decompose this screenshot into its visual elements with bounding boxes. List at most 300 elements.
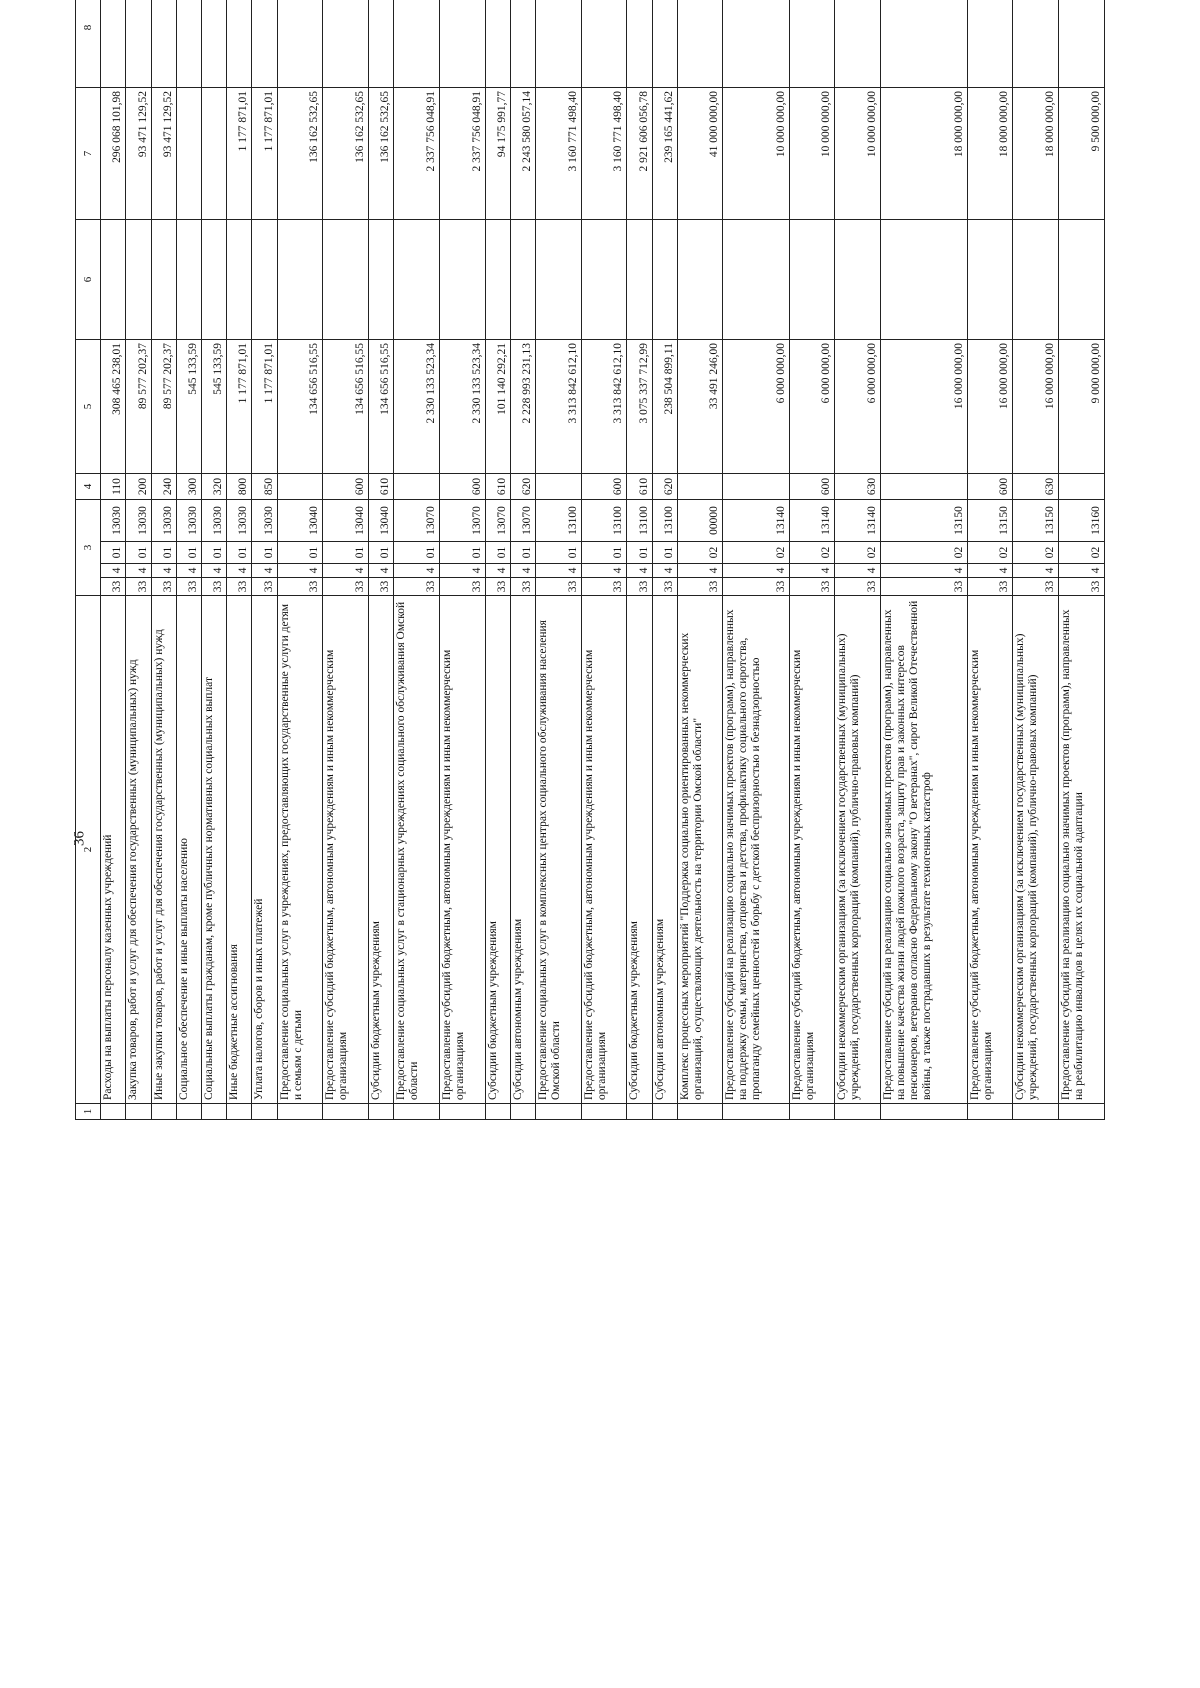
cell-c3: 01 [101, 542, 126, 564]
cell-c3: 01 [252, 542, 277, 564]
cell-c4: 13030 [176, 500, 201, 542]
cell-name: Социальное обеспечение и иные выплаты населению [176, 596, 201, 1104]
cell-c1: 33 [510, 578, 535, 596]
cell-c1: 33 [581, 578, 627, 596]
cell-c1: 33 [323, 578, 369, 596]
cell-v7 [176, 88, 201, 220]
cell-empty [202, 1104, 227, 1120]
cell-v7: 136 162 532,65 [369, 88, 394, 220]
cell-empty [277, 0, 323, 88]
cell-v5: 2 330 133 523,34 [439, 340, 485, 474]
cell-c3: 01 [323, 542, 369, 564]
cell-v5: 3 075 337 712,99 [627, 340, 652, 474]
cell-name: Иные закупки товаров, работ и услуг для обеспечения государственных (муниципальных) нужд [151, 596, 176, 1104]
col-header: 3 [76, 500, 101, 596]
cell-empty [881, 220, 968, 340]
cell-c3: 02 [835, 542, 881, 564]
cell-c1: 33 [967, 578, 1013, 596]
cell-name: Социальные выплаты гражданам, кроме публичных нормативных социальных выплат [202, 596, 227, 1104]
cell-v7: 2 337 756 048,91 [439, 88, 485, 220]
cell-kvr [1059, 474, 1105, 500]
cell-c4: 13140 [723, 500, 789, 542]
cell-empty [881, 0, 968, 88]
cell-c3: 01 [277, 542, 323, 564]
cell-c3: 02 [723, 542, 789, 564]
cell-name: Предоставление субсидий бюджетным, автономным учреждениям и иным некоммерческим организациям [439, 596, 485, 1104]
cell-c2: 4 [881, 564, 968, 578]
table-row [176, 0, 201, 1120]
cell-empty [176, 1104, 201, 1120]
cell-empty [967, 0, 1013, 88]
budget-table [75, 0, 1105, 1120]
cell-c4: 13070 [439, 500, 485, 542]
cell-kvr [677, 474, 723, 500]
table-row [535, 0, 581, 1120]
cell-empty [723, 0, 789, 88]
cell-c2: 4 [485, 564, 510, 578]
table-row [1059, 0, 1105, 1120]
cell-empty [581, 220, 627, 340]
cell-empty [652, 220, 677, 340]
cell-kvr: 300 [176, 474, 201, 500]
cell-name: Иные бюджетные ассигнования [227, 596, 252, 1104]
cell-empty [439, 220, 485, 340]
cell-c3: 01 [652, 542, 677, 564]
cell-v5: 134 656 516,55 [277, 340, 323, 474]
cell-empty [1013, 220, 1059, 340]
cell-kvr: 800 [227, 474, 252, 500]
table-row [369, 0, 394, 1120]
cell-name: Предоставление социальных услуг в стационарных учреждениях социального обслуживания Омской области [394, 596, 440, 1104]
table-row [627, 0, 652, 1120]
cell-name: Субсидии автономным учреждениям [510, 596, 535, 1104]
cell-v5: 238 504 899,11 [652, 340, 677, 474]
cell-empty [151, 220, 176, 340]
cell-kvr: 600 [967, 474, 1013, 500]
cell-c2: 4 [369, 564, 394, 578]
cell-empty [789, 0, 835, 88]
cell-v7: 41 000 000,00 [677, 88, 723, 220]
cell-c2: 4 [394, 564, 440, 578]
cell-v7: 136 162 532,65 [323, 88, 369, 220]
cell-empty [176, 0, 201, 88]
cell-v7: 239 165 441,62 [652, 88, 677, 220]
cell-name: Предоставление субсидий бюджетным, автономным учреждениям и иным некоммерческим организациям [581, 596, 627, 1104]
cell-v5: 6 000 000,00 [835, 340, 881, 474]
cell-v5: 3 313 842 612,10 [581, 340, 627, 474]
cell-v5: 9 000 000,00 [1059, 340, 1105, 474]
cell-empty [227, 1104, 252, 1120]
cell-c1: 33 [394, 578, 440, 596]
cell-kvr: 610 [485, 474, 510, 500]
cell-c3: 02 [881, 542, 968, 564]
cell-name: Уплата налогов, сборов и иных платежей [252, 596, 277, 1104]
cell-name: Закупка товаров, работ и услуг для обеспечения государственных (муниципальных) нужд [126, 596, 151, 1104]
table-row [677, 0, 723, 1120]
cell-c3: 02 [967, 542, 1013, 564]
cell-v7: 3 160 771 498,40 [581, 88, 627, 220]
cell-c1: 33 [485, 578, 510, 596]
cell-empty [227, 0, 252, 88]
cell-kvr [723, 474, 789, 500]
cell-c3: 01 [227, 542, 252, 564]
cell-c4: 13140 [789, 500, 835, 542]
cell-c3: 02 [677, 542, 723, 564]
cell-name: Предоставление социальных услуг в комплексных центрах социального обслуживания населения Омской области [535, 596, 581, 1104]
cell-v5: 89 577 202,37 [151, 340, 176, 474]
cell-name: Расходы на выплаты персоналу казенных учреждений [101, 596, 126, 1104]
cell-empty [394, 220, 440, 340]
col-header: 7 [76, 88, 101, 220]
cell-name: Предоставление субсидий на реализацию социально значимых проектов (программ), направленных на повышение качества жизни людей пожилого возраста, защиту прав и законных интересов пенсионеров, ветеранов согласно Федеральному закону "О ветеранах", сирот Великой Отечественной войны, а также пострадавших в результате техногенных катастроф [881, 596, 968, 1104]
cell-c1: 33 [677, 578, 723, 596]
table-row [151, 0, 176, 1120]
cell-empty [369, 0, 394, 88]
cell-name: Субсидии бюджетным учреждениям [369, 596, 394, 1104]
cell-c1: 33 [252, 578, 277, 596]
cell-kvr: 630 [1013, 474, 1059, 500]
cell-v7: 2 337 756 048,91 [394, 88, 440, 220]
cell-c2: 4 [967, 564, 1013, 578]
cell-c4: 13100 [627, 500, 652, 542]
cell-empty [652, 0, 677, 88]
cell-v5: 3 313 842 612,10 [535, 340, 581, 474]
cell-c2: 4 [510, 564, 535, 578]
cell-c1: 33 [881, 578, 968, 596]
cell-c4: 13040 [369, 500, 394, 542]
cell-c1: 33 [101, 578, 126, 596]
cell-empty [627, 220, 652, 340]
cell-c2: 4 [252, 564, 277, 578]
cell-c2: 4 [439, 564, 485, 578]
cell-v5: 2 330 133 523,34 [394, 340, 440, 474]
cell-v7: 9 500 000,00 [1059, 88, 1105, 220]
cell-c2: 4 [581, 564, 627, 578]
cell-empty [439, 0, 485, 88]
cell-c4: 13040 [323, 500, 369, 542]
cell-empty [202, 0, 227, 88]
cell-c4: 13030 [151, 500, 176, 542]
cell-v7: 10 000 000,00 [789, 88, 835, 220]
cell-empty [510, 1104, 535, 1120]
cell-empty [394, 0, 440, 88]
cell-c2: 4 [789, 564, 835, 578]
cell-c3: 01 [439, 542, 485, 564]
cell-empty [1013, 1104, 1059, 1120]
cell-empty [627, 1104, 652, 1120]
cell-c3: 02 [789, 542, 835, 564]
cell-name: Предоставление субсидий на реализацию социально значимых проектов (программ), направленных на поддержку семьи, материнства, отцовства и детства, профилактику социального сиротства, пропаганду семейных ценностей и борьбу с детской беспризорностью и безнадзорностью [723, 596, 789, 1104]
cell-v7: 94 175 991,77 [485, 88, 510, 220]
cell-c2: 4 [126, 564, 151, 578]
cell-empty [277, 220, 323, 340]
cell-c1: 33 [652, 578, 677, 596]
cell-empty [277, 1104, 323, 1120]
cell-c4: 13030 [227, 500, 252, 542]
cell-kvr: 610 [369, 474, 394, 500]
cell-c2: 4 [723, 564, 789, 578]
cell-empty [323, 1104, 369, 1120]
cell-c4: 13160 [1059, 500, 1105, 542]
cell-empty [227, 220, 252, 340]
cell-empty [581, 1104, 627, 1120]
cell-v5: 1 177 871,01 [227, 340, 252, 474]
cell-c2: 4 [627, 564, 652, 578]
cell-c1: 33 [1013, 578, 1059, 596]
cell-c3: 01 [535, 542, 581, 564]
table-row [227, 0, 252, 1120]
cell-empty [835, 220, 881, 340]
cell-c1: 33 [535, 578, 581, 596]
cell-c1: 33 [151, 578, 176, 596]
cell-kvr [394, 474, 440, 500]
cell-c1: 33 [369, 578, 394, 596]
page-number: 36 [71, 831, 88, 846]
cell-empty [510, 220, 535, 340]
cell-empty [789, 1104, 835, 1120]
cell-empty [835, 1104, 881, 1120]
cell-v7: 93 471 129,52 [151, 88, 176, 220]
cell-v7: 3 160 771 498,40 [535, 88, 581, 220]
cell-empty [151, 1104, 176, 1120]
table-row [835, 0, 881, 1120]
cell-c3: 01 [176, 542, 201, 564]
cell-c4: 00000 [677, 500, 723, 542]
cell-kvr: 240 [151, 474, 176, 500]
cell-v5: 134 656 516,55 [323, 340, 369, 474]
cell-empty [535, 0, 581, 88]
cell-c4: 13040 [277, 500, 323, 542]
table-row [881, 0, 968, 1120]
cell-empty [627, 0, 652, 88]
cell-empty [369, 220, 394, 340]
cell-name: Предоставление субсидий бюджетным, автономным учреждениям и иным некоммерческим организациям [789, 596, 835, 1104]
cell-kvr: 620 [510, 474, 535, 500]
cell-kvr [881, 474, 968, 500]
cell-empty [101, 220, 126, 340]
cell-c4: 13100 [652, 500, 677, 542]
cell-c1: 33 [277, 578, 323, 596]
cell-kvr: 110 [101, 474, 126, 500]
cell-c4: 13140 [835, 500, 881, 542]
cell-name: Субсидии некоммерческим организациям (за исключением государственных (муниципальных) учреждений, государственных корпораций (компаний), публично-правовых компаний) [1013, 596, 1059, 1104]
cell-c3: 01 [369, 542, 394, 564]
cell-kvr [277, 474, 323, 500]
table-row [277, 0, 323, 1120]
cell-empty [1059, 1104, 1105, 1120]
cell-empty [252, 220, 277, 340]
table-row [789, 0, 835, 1120]
cell-kvr [535, 474, 581, 500]
cell-empty [126, 1104, 151, 1120]
column-number-row [76, 0, 101, 1120]
cell-empty [535, 220, 581, 340]
table-row [101, 0, 126, 1120]
cell-empty [1013, 0, 1059, 88]
cell-c1: 33 [176, 578, 201, 596]
table-row [394, 0, 440, 1120]
cell-empty [723, 1104, 789, 1120]
cell-v5: 33 491 246,00 [677, 340, 723, 474]
col-header: 4 [76, 474, 101, 500]
cell-c2: 4 [202, 564, 227, 578]
cell-c1: 33 [627, 578, 652, 596]
cell-c1: 33 [126, 578, 151, 596]
cell-kvr: 630 [835, 474, 881, 500]
table-row [252, 0, 277, 1120]
cell-empty [485, 220, 510, 340]
cell-empty [485, 0, 510, 88]
cell-c2: 4 [277, 564, 323, 578]
rotated-page [75, 0, 1105, 1120]
cell-v5: 6 000 000,00 [723, 340, 789, 474]
cell-empty [439, 1104, 485, 1120]
cell-v5: 545 133,59 [202, 340, 227, 474]
cell-empty [535, 1104, 581, 1120]
cell-c2: 4 [227, 564, 252, 578]
cell-v5: 16 000 000,00 [881, 340, 968, 474]
cell-v7: 93 471 129,52 [126, 88, 151, 220]
col-header: 8 [76, 0, 101, 88]
cell-empty [394, 1104, 440, 1120]
cell-v7: 18 000 000,00 [881, 88, 968, 220]
cell-c1: 33 [202, 578, 227, 596]
cell-c3: 01 [485, 542, 510, 564]
cell-c2: 4 [101, 564, 126, 578]
cell-kvr: 600 [789, 474, 835, 500]
cell-empty [789, 220, 835, 340]
cell-c4: 13030 [101, 500, 126, 542]
cell-empty [252, 1104, 277, 1120]
cell-empty [151, 0, 176, 88]
table-row [510, 0, 535, 1120]
cell-empty [677, 220, 723, 340]
cell-kvr: 200 [126, 474, 151, 500]
col-header: 5 [76, 340, 101, 474]
cell-v7 [202, 88, 227, 220]
cell-empty [510, 0, 535, 88]
cell-c1: 33 [723, 578, 789, 596]
cell-empty [881, 1104, 968, 1120]
table-row [652, 0, 677, 1120]
cell-c4: 13070 [485, 500, 510, 542]
cell-name: Субсидии бюджетным учреждениям [485, 596, 510, 1104]
cell-empty [369, 1104, 394, 1120]
cell-c2: 4 [535, 564, 581, 578]
cell-empty [723, 220, 789, 340]
cell-c4: 13030 [252, 500, 277, 542]
cell-c4: 13150 [967, 500, 1013, 542]
cell-c3: 01 [627, 542, 652, 564]
cell-empty [652, 1104, 677, 1120]
cell-kvr: 600 [581, 474, 627, 500]
table-row [1013, 0, 1059, 1120]
cell-c1: 33 [835, 578, 881, 596]
cell-v5: 545 133,59 [176, 340, 201, 474]
cell-c3: 01 [202, 542, 227, 564]
cell-v7: 2 921 606 056,78 [627, 88, 652, 220]
cell-c2: 4 [835, 564, 881, 578]
cell-c3: 01 [510, 542, 535, 564]
cell-name: Предоставление субсидий бюджетным, автономным учреждениям и иным некоммерческим организациям [967, 596, 1013, 1104]
cell-c4: 13070 [510, 500, 535, 542]
cell-c4: 13100 [581, 500, 627, 542]
cell-empty [1059, 220, 1105, 340]
cell-c1: 33 [789, 578, 835, 596]
cell-empty [677, 1104, 723, 1120]
cell-c4: 13100 [535, 500, 581, 542]
table-row [723, 0, 789, 1120]
table-row [581, 0, 627, 1120]
col-header: 6 [76, 220, 101, 340]
cell-c3: 01 [394, 542, 440, 564]
cell-v7: 10 000 000,00 [835, 88, 881, 220]
table-row [202, 0, 227, 1120]
cell-v5: 134 656 516,55 [369, 340, 394, 474]
cell-c1: 33 [1059, 578, 1105, 596]
cell-c2: 4 [1013, 564, 1059, 578]
cell-v7: 136 162 532,65 [277, 88, 323, 220]
cell-c2: 4 [652, 564, 677, 578]
cell-c2: 4 [323, 564, 369, 578]
table-row [323, 0, 369, 1120]
cell-name: Предоставление субсидий на реализацию социально значимых проектов (программ), направленных на реабилитацию инвалидов в целях их социальной адаптации [1059, 596, 1105, 1104]
cell-name: Комплекс процессных мероприятий "Поддержка социально ориентированных некоммерческих организаций, осуществляющих деятельность на территории Омской области" [677, 596, 723, 1104]
cell-c3: 02 [1059, 542, 1105, 564]
budget-table-container [75, 24, 1105, 1590]
cell-c4: 13030 [202, 500, 227, 542]
table-row [967, 0, 1013, 1120]
cell-c1: 33 [439, 578, 485, 596]
cell-v5: 89 577 202,37 [126, 340, 151, 474]
cell-v7: 18 000 000,00 [1013, 88, 1059, 220]
cell-c3: 01 [581, 542, 627, 564]
col-header: 1 [76, 1104, 101, 1120]
cell-empty [967, 220, 1013, 340]
cell-v5: 308 465 238,01 [101, 340, 126, 474]
cell-c4: 13070 [394, 500, 440, 542]
cell-empty [176, 220, 201, 340]
cell-c3: 01 [126, 542, 151, 564]
cell-empty [485, 1104, 510, 1120]
cell-v5: 2 228 993 231,13 [510, 340, 535, 474]
cell-c2: 4 [176, 564, 201, 578]
cell-c2: 4 [1059, 564, 1105, 578]
cell-kvr: 600 [323, 474, 369, 500]
cell-v5: 16 000 000,00 [967, 340, 1013, 474]
cell-c2: 4 [677, 564, 723, 578]
cell-c3: 01 [151, 542, 176, 564]
cell-name: Субсидии бюджетным учреждениям [627, 596, 652, 1104]
cell-c3: 02 [1013, 542, 1059, 564]
col-header: 2 [76, 596, 101, 1104]
cell-v7: 296 068 101,98 [101, 88, 126, 220]
cell-v5: 6 000 000,00 [789, 340, 835, 474]
cell-name: Предоставление социальных услуг в учреждениях, предоставляющих государственные услуги детям и семьям с детьми [277, 596, 323, 1104]
cell-v5: 1 177 871,01 [252, 340, 277, 474]
cell-empty [677, 0, 723, 88]
cell-v5: 101 140 292,21 [485, 340, 510, 474]
cell-empty [967, 1104, 1013, 1120]
cell-empty [1059, 0, 1105, 88]
cell-c2: 4 [151, 564, 176, 578]
cell-kvr: 610 [627, 474, 652, 500]
cell-kvr: 600 [439, 474, 485, 500]
cell-empty [323, 0, 369, 88]
cell-name: Субсидии некоммерческим организациям (за исключением государственных (муниципальных) учреждений, государственных корпораций (компаний), публично-правовых компаний) [835, 596, 881, 1104]
cell-empty [581, 0, 627, 88]
cell-empty [101, 1104, 126, 1120]
